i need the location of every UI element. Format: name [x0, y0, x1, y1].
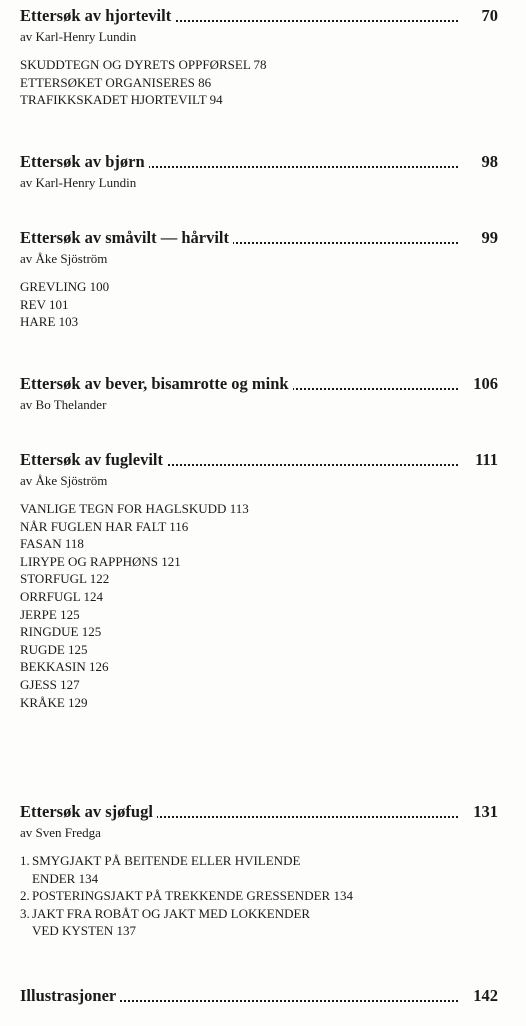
toc-section	[20, 448, 498, 711]
section-author: av Sven Fredga	[20, 825, 101, 840]
subsection-item: LIRYPE OG RAPPHØNS 121	[20, 553, 181, 569]
item-text: POSTERINGSJAKT PÅ TREKKENDE GRESSENDER 134	[32, 888, 353, 904]
toc-section	[20, 984, 498, 1008]
section-heading[interactable]	[20, 226, 498, 250]
item-text-continued: VED KYSTEN 137	[32, 923, 136, 939]
subsection-item: BEKKASIN 126	[20, 659, 109, 675]
toc-section	[20, 226, 498, 331]
toc-section	[20, 800, 498, 940]
subsection-list	[20, 278, 498, 331]
subsection-list	[20, 500, 498, 711]
section-author: av Karl-Henry Lundin	[20, 175, 137, 190]
subsection-item: NÅR FUGLEN HAR FALT 116	[20, 518, 189, 534]
section-page-number: 99	[478, 226, 499, 250]
section-author: av Karl-Henry Lundin	[20, 29, 137, 44]
numbered-item	[20, 852, 498, 887]
subsection-item: RINGDUE 125	[20, 624, 102, 640]
section-page-number: 131	[469, 800, 498, 824]
subsection-item: STORFUGL 122	[20, 571, 110, 587]
section-heading[interactable]	[20, 4, 498, 28]
subsection-item: VANLIGE TEGN FOR HAGLSKUDD 113	[20, 501, 249, 516]
subsection-item: SKUDDTEGN OG DYRETS OPPFØRSEL 78	[20, 57, 267, 72]
subsection-item: REV 101	[20, 296, 69, 312]
section-title: Ettersøk av fuglevilt	[20, 448, 167, 472]
subsection-item: TRAFIKKSKADET HJORTEVILT 94	[20, 92, 223, 108]
section-title: Ettersøk av småvilt — hårvilt	[20, 226, 233, 250]
section-page-number: 98	[478, 150, 499, 174]
item-number: 3.	[20, 905, 30, 921]
subsection-item: RUGDE 125	[20, 641, 88, 657]
subsection-item: GJESS 127	[20, 676, 80, 692]
toc-section	[20, 150, 498, 192]
section-title: Illustrasjoner	[20, 984, 120, 1008]
subsection-item: JERPE 125	[20, 606, 80, 622]
subsection-item: GREVLING 100	[20, 279, 110, 294]
section-title: Ettersøk av bjørn	[20, 150, 149, 174]
numbered-item	[20, 887, 498, 905]
section-heading[interactable]	[20, 372, 498, 396]
section-heading[interactable]	[20, 150, 498, 174]
item-number: 2.	[20, 888, 30, 904]
toc-section	[20, 372, 498, 414]
numbered-item	[20, 905, 498, 940]
item-number: 1.	[20, 853, 30, 868]
item-text: JAKT FRA ROBÅT OG JAKT MED LOKKENDER	[32, 905, 311, 921]
subsection-item: KRÅKE 129	[20, 694, 88, 710]
section-heading[interactable]	[20, 984, 498, 1008]
section-title: Ettersøk av bever, bisamrotte og mink	[20, 372, 293, 396]
section-author: av Bo Thelander	[20, 397, 107, 412]
subsection-list	[20, 56, 498, 109]
toc-section	[20, 4, 498, 109]
section-title: Ettersøk av hjortevilt	[20, 4, 175, 28]
subsection-item: HARE 103	[20, 314, 79, 330]
section-author: av Åke Sjöström	[20, 473, 108, 488]
subsection-item: ETTERSØKET ORGANISERES 86	[20, 74, 212, 90]
section-page-number: 70	[478, 4, 499, 28]
subsection-item: FASAN 118	[20, 536, 84, 552]
subsection-item: ORRFUGL 124	[20, 588, 103, 604]
subsection-list	[20, 852, 498, 940]
section-title: Ettersøk av sjøfugl	[20, 800, 157, 824]
section-page-number: 106	[469, 372, 498, 396]
item-text-continued: ENDER 134	[32, 870, 99, 886]
section-author: av Åke Sjöström	[20, 251, 108, 266]
section-heading[interactable]	[20, 800, 498, 824]
section-page-number: 142	[469, 984, 498, 1008]
section-heading[interactable]	[20, 448, 498, 472]
item-text: SMYGJAKT PÅ BEITENDE ELLER HVILENDE	[32, 853, 301, 868]
section-page-number: 111	[471, 448, 498, 472]
